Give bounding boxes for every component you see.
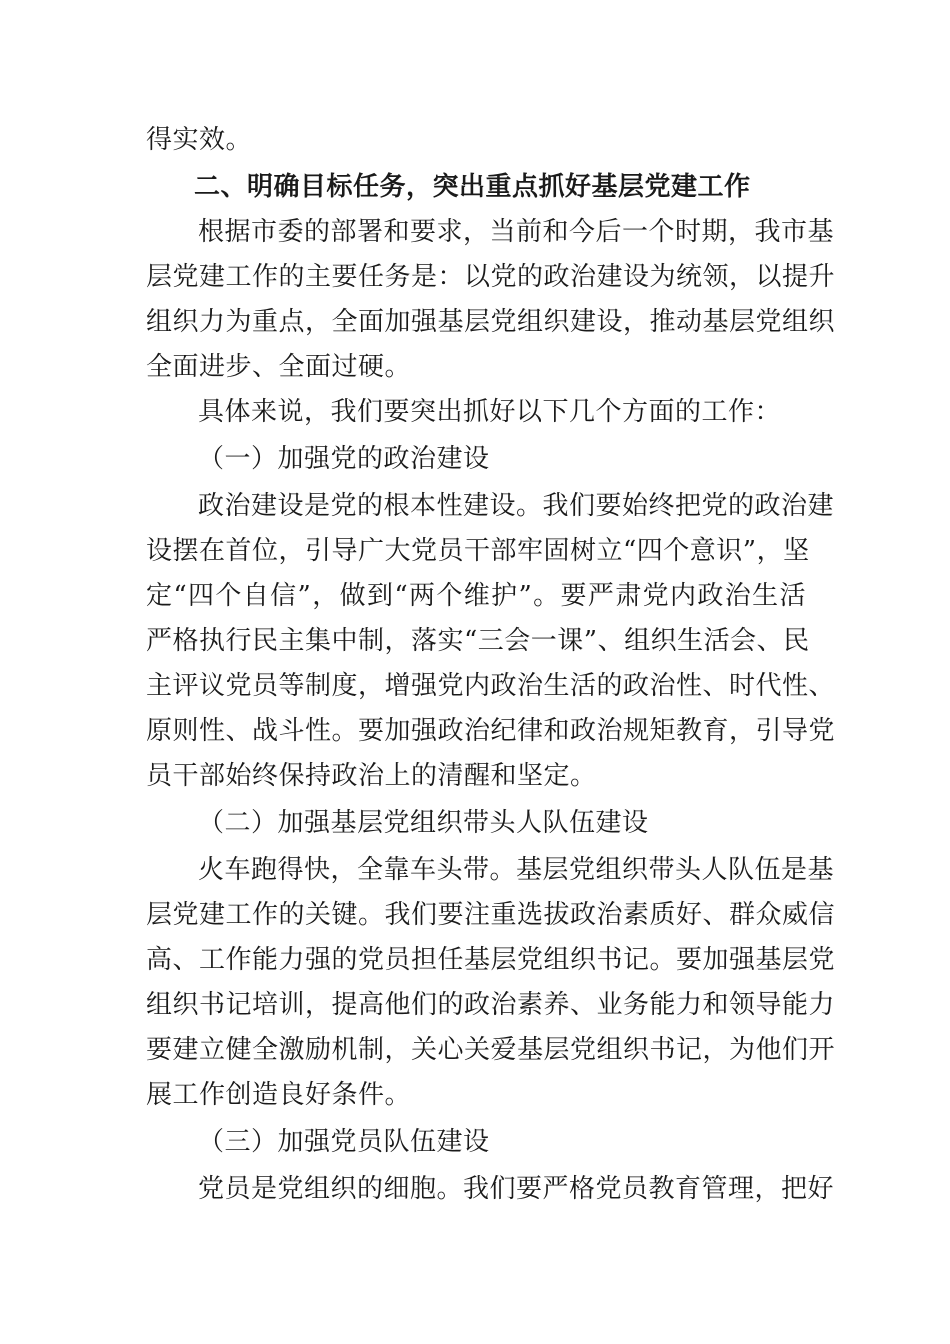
text-line: 员干部始终保持政治上的清醒和坚定。 xyxy=(146,761,597,791)
text-line: 组织书记培训，提高他们的政治素养、业务能力和领导能力 xyxy=(146,990,836,1020)
paragraph-members xyxy=(146,1167,835,1212)
text-line: 严格执行民主集中制，落实“三会一课”、组织生活会、民 xyxy=(146,626,810,656)
text-line: 党员是党组织的细胞。我们要严格党员教育管理，把好 xyxy=(198,1174,835,1204)
text-line: 主评议党员等制度，增强党内政治生活的政治性、时代性、 xyxy=(146,671,836,701)
document-body xyxy=(146,118,836,1212)
subsection-heading: （一）加强党的政治建设 xyxy=(198,444,490,474)
text-line: 设摆在首位，引导广大党员干部牢固树立“四个意识”，坚 xyxy=(146,536,810,566)
text-line: 层党建工作的关键。我们要注重选拔政治素质好、群众威信 xyxy=(146,900,836,930)
subsection-heading: （二）加强基层党组织带头人队伍建设 xyxy=(198,808,649,838)
text-line: 高、工作能力强的党员担任基层党组织书记。要加强基层党 xyxy=(146,945,836,975)
text-line: 火车跑得快，全靠车头带。基层党组织带头人队伍是基 xyxy=(198,855,835,885)
text-line: 全面进步、全面过硬。 xyxy=(146,352,412,382)
text-line: 层党建工作的主要任务是：以党的政治建设为统领，以提升 xyxy=(146,262,836,292)
text-line: 得实效。 xyxy=(146,125,253,155)
text-line: 定“四个自信”，做到“两个维护”。要严肃党内政治生活 xyxy=(146,581,806,611)
text-line: 政治建设是党的根本性建设。我们要始终把党的政治建 xyxy=(198,491,835,521)
paragraph-tasks xyxy=(146,210,836,390)
text-line: 组织力为重点，全面加强基层党组织建设，推动基层党组织 xyxy=(146,307,836,337)
text-line: 要建立健全激励机制，关心关爱基层党组织书记，为他们开 xyxy=(146,1035,836,1065)
paragraph-leaders xyxy=(146,848,836,1118)
section-heading: 二、明确目标任务，突出重点抓好基层党建工作 xyxy=(194,172,751,202)
text-line: 原则性、战斗性。要加强政治纪律和政治规矩教育，引导党 xyxy=(146,716,836,746)
paragraph-political xyxy=(146,484,836,799)
text-line: 根据市委的部署和要求，当前和今后一个时期，我市基 xyxy=(198,217,835,247)
paragraph-specific: 具体来说，我们要突出抓好以下几个方面的工作： xyxy=(198,397,782,427)
subsection-heading: （三）加强党员队伍建设 xyxy=(198,1127,490,1157)
text-line: 展工作创造良好条件。 xyxy=(146,1080,412,1110)
